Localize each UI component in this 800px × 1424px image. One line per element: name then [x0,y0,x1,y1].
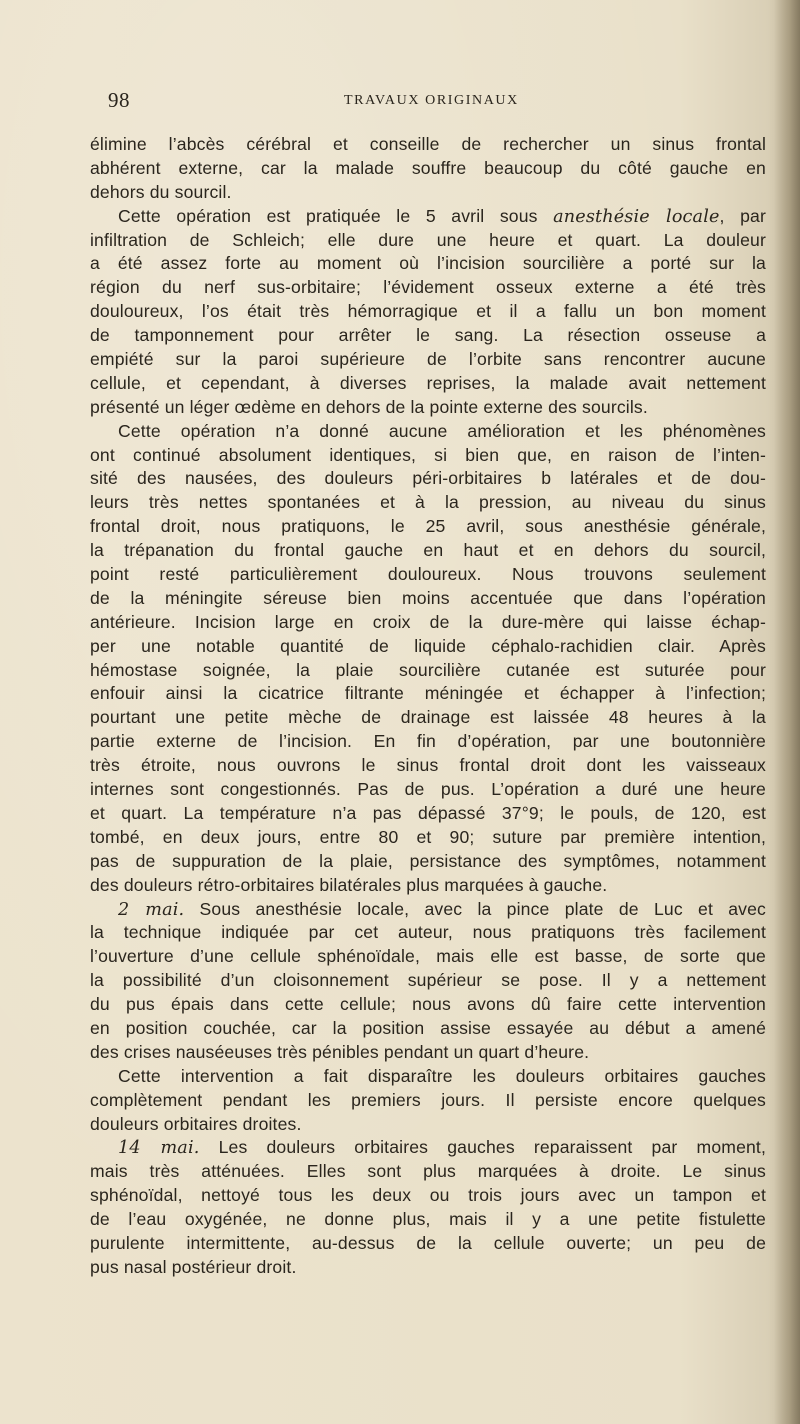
text-run: mais très atténuées. Elles sont plus marquées à droite. Le sinus [90,1161,766,1182]
text-line [90,706,766,730]
text-run: de la méningite séreuse bien moins accentuée que dans l’opération [90,587,766,608]
text-run: Les douleurs orbitaires gauches reparaissent par moment, [199,1137,767,1158]
text-line [90,802,766,826]
text-run: Cette opération n’a donné aucune amélioration et les phénomènes [118,420,766,441]
text-run: présenté un léger œdème en dehors de la pointe externe des sourcils. [90,396,648,417]
text-run: internes sont congestionnés. Pas de pus. L’opération a duré une heure [90,779,766,800]
text-line [90,229,766,253]
text-line [90,993,766,1017]
text-run: et quart. La température n’a pas dépassé 37°9; le pouls, de 120, est [90,802,766,823]
text-run: pas de suppuration de la plaie, persistance des symptômes, notamment [90,850,766,871]
text-run: partie externe de l’incision. En fin d’opération, par une boutonnière [90,731,766,752]
text-run: élimine l’abcès cérébral et conseille de rechercher un sinus frontal [90,134,766,154]
text-line [90,420,766,444]
text-line [90,969,766,993]
text-line [90,874,766,898]
text-run: pourtant une petite mèche de drainage est laissée 48 heures à la [90,707,766,728]
text-run: hémostase soignée, la plaie sourcilière cutanée est suturée pour [90,659,766,680]
text-run: des douleurs rétro-orbitaires bilatérales plus marquées à gauche. [90,874,608,895]
text-line [90,921,766,945]
text-line [90,157,766,181]
text-line [90,1160,766,1184]
text-run: la technique indiquée par cet auteur, nous pratiquons très facilement [90,922,766,943]
text-line [90,1256,766,1280]
binding-shadow [774,0,800,1424]
text-line [90,1208,766,1232]
text-line [90,324,766,348]
text-run: dehors du sourcil. [90,181,232,202]
text-line [90,587,766,611]
text-line [90,1065,766,1089]
text-line [90,1017,766,1041]
text-run: leurs très nettes spontanées et à la pression, au niveau du sinus [90,492,766,513]
text-line [90,659,766,683]
text-run: du pus épais dans cette cellule; nous avons dû faire cette intervention [90,994,766,1015]
text-line [90,396,766,420]
text-line [90,252,766,276]
text-line [90,826,766,850]
text-run: des crises nauséeuses très pénibles pendant un quart d’heure. [90,1041,590,1062]
text-run: a été assez forte au moment où l’incision sourcilière a porté sur la [90,253,766,274]
text-run: sité des nausées, des douleurs péri-orbitaires b latérales et de dou- [90,468,766,489]
text-line [90,276,766,300]
text-run: complètement pendant les premiers jours. Il persiste encore quelques [90,1089,766,1110]
text-line [90,1136,766,1160]
text-line [90,1089,766,1113]
text-line [90,1113,766,1137]
text-run: région du nerf sus-orbitaire; l’évidement osseux externe a été très [90,277,766,298]
text-line [90,682,766,706]
text-line [90,730,766,754]
text-run: point resté particulièrement douloureux. Nous trouvons seulement [90,564,766,585]
text-run: pus nasal postérieur droit. [90,1256,297,1277]
text-line [90,611,766,635]
text-run: en position couchée, car la position assise essayée au début a amené [90,1017,766,1038]
text-run: douloureux, l’os était très hémorragique et il a fallu un bon moment [90,301,766,322]
text-line [90,1184,766,1208]
text-line [90,491,766,515]
text-run: ont continué absolument identiques, si bien que, en raison de l’inten- [90,444,766,465]
text-line [90,1041,766,1065]
text-run: la trépanation du frontal gauche en haut et en dehors du sourcil, [90,540,766,561]
text-run: empiété sur la paroi supérieure de l’orbite sans rencontrer aucune [90,349,766,370]
page-number: 98 [108,88,130,112]
text-run: l’ouverture d’une cellule sphénoïdale, mais elle est basse, de sorte que [90,946,766,967]
text-run: infiltration de Schleich; elle dure une heure et quart. La douleur [90,229,766,250]
text-line [90,300,766,324]
text-line [90,205,766,229]
text-run: frontal droit, nous pratiquons, le 25 avril, sous anesthésie générale, [90,516,766,537]
text-line [90,515,766,539]
text-run: cellule, et cependant, à diverses reprises, la malade avait nettement [90,372,766,393]
page-header [108,88,768,114]
text-line [90,181,766,205]
text-line [90,778,766,802]
text-run: Cette intervention a fait disparaître les douleurs orbitaires gauches [118,1065,766,1086]
text-line [90,850,766,874]
italic-run: 14 mai. [118,1138,200,1159]
text-line [90,945,766,969]
text-line [90,635,766,659]
text-line [90,754,766,778]
text-run: sphénoïdal, nettoyé tous les deux ou trois jours avec un tampon et [90,1185,766,1206]
text-line [90,563,766,587]
text-run: Sous anesthésie locale, avec la pince plate de Luc et avec [184,898,766,919]
text-run: la possibilité d’un cloisonnement supérieur se pose. Il y a nettement [90,970,766,991]
text-run: de tamponnement pour arrêter le sang. La résection osseuse a [90,325,766,346]
text-run: enfouir ainsi la cicatrice filtrante méningée et échapper à l’infection; [90,683,766,704]
text-line [90,372,766,396]
text-line [90,898,766,922]
text-run: purulente intermittente, au-dessus de la cellule ouverte; un peu de [90,1232,766,1253]
text-run: douleurs orbitaires droites. [90,1113,302,1134]
text-run: de l’eau oxygénée, ne donne plus, mais il y a une petite fistulette [90,1209,766,1230]
text-line [90,444,766,468]
text-line [90,1232,766,1256]
text-run: tombé, en deux jours, entre 80 et 90; suture par première intention, [90,826,766,847]
text-run: abhérent externe, car la malade souffre beaucoup du côté gauche en [90,157,766,178]
running-head: TRAVAUX ORIGINAUX [344,93,519,108]
text-run: très étroite, nous ouvrons le sinus frontal droit dont les vaisseaux [90,755,766,776]
text-run: per une notable quantité de liquide céphalo-rachidien clair. Après [90,635,766,656]
text-run: Cette opération est pratiquée le 5 avril sous [118,205,554,226]
italic-run: 2 mai. [118,899,185,920]
text-line [90,133,766,157]
italic-run: anesthésie locale [553,206,720,227]
text-run: , par [719,205,767,226]
text-run: antérieure. Incision large en croix de la dure-mère qui laisse échap- [90,611,766,632]
text-line [90,348,766,372]
text-line [90,467,766,491]
body-text [90,133,766,1280]
text-line [90,539,766,563]
